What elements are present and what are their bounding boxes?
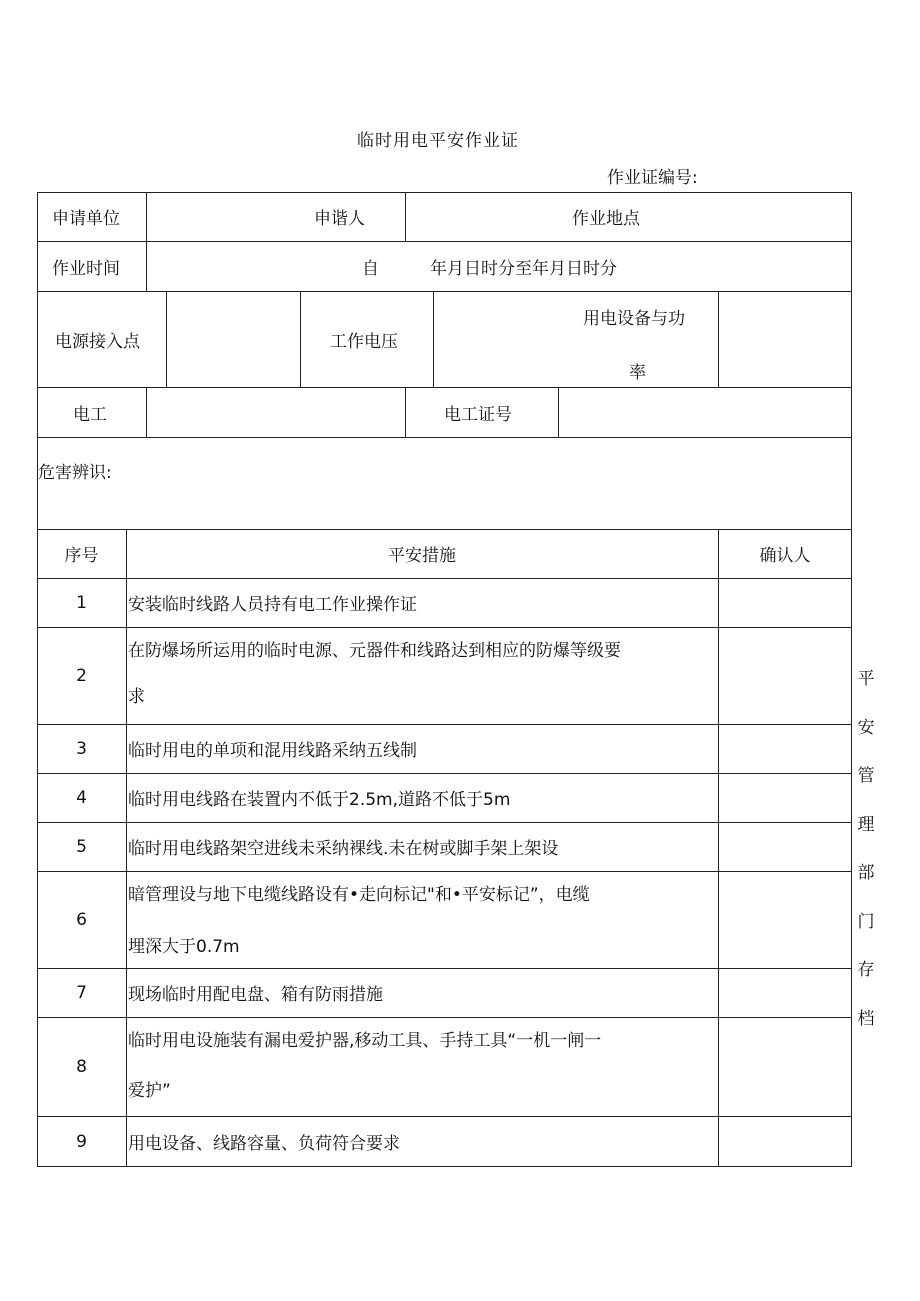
electrician-field[interactable]	[147, 387, 404, 437]
measure-confirm-field[interactable]	[719, 1116, 851, 1167]
equipment-power-label-line1: 用电设备与功	[583, 308, 685, 329]
page-title: 临时用电平安作业证	[357, 131, 519, 151]
power-access-label: 电源接入点	[55, 331, 140, 352]
side-note-char: 理	[857, 814, 875, 835]
measure-confirm-field[interactable]	[719, 968, 851, 1017]
work-time-range: 年月日时分至年月日时分	[430, 258, 617, 279]
measure-no: 8	[76, 1056, 87, 1077]
measure-no: 5	[76, 836, 87, 857]
measure-text-line: 临时用电设施装有漏电爱护器,移动工具、手持工具“一机一闸一	[128, 1031, 602, 1051]
side-note-char: 管	[857, 766, 875, 786]
side-note-archive	[856, 655, 876, 1043]
measure-text	[128, 624, 716, 724]
work-voltage-label: 工作电压	[330, 331, 398, 352]
measure-confirm-field[interactable]	[719, 724, 851, 773]
measure-text-line: 在防爆场所运用的临时电源、元器件和线路达到相应的防爆等级要	[128, 641, 621, 661]
side-note-char: 部	[857, 863, 875, 883]
applicant-unit-field[interactable]	[147, 192, 309, 241]
electrician-cert-field[interactable]	[559, 387, 851, 437]
applicant-label: 申谐人	[314, 209, 365, 229]
measure-no: 3	[76, 738, 87, 759]
work-time-label: 作业时间	[52, 258, 120, 279]
measure-no: 7	[76, 982, 87, 1003]
side-note-char: 安	[857, 717, 875, 738]
measure-no: 2	[76, 665, 87, 686]
measure-text: 临时用电线路在装置内不低于2.5m,道路不低于5m	[128, 790, 511, 810]
measure-text-line: 暗管理设与地下电缆线路设有•走向标记"和•平安标记”，电缆	[128, 885, 590, 905]
measure-text-line: 爱护”	[128, 1081, 171, 1101]
measure-text-line: 求	[128, 687, 145, 707]
measure-no: 9	[76, 1131, 87, 1152]
measure-confirm-field[interactable]	[719, 1017, 851, 1116]
measure-text-line: 埋深大于0.7m	[128, 937, 240, 957]
side-note-char: 存	[857, 960, 875, 980]
permit-number-label: 作业证编号:	[607, 168, 698, 188]
measure-confirm-field[interactable]	[719, 627, 851, 724]
measure-text	[128, 868, 716, 968]
measure-text	[128, 1014, 716, 1116]
measure-confirm-field[interactable]	[719, 822, 851, 871]
equipment-power-label-line2: 率	[629, 362, 646, 383]
measure-no: 1	[76, 592, 87, 613]
electrician-cert-label: 电工证号	[444, 404, 512, 425]
work-time-from: 自	[362, 258, 379, 279]
measure-confirm-field[interactable]	[719, 773, 851, 822]
col-header-measure: 平安措施	[388, 546, 456, 566]
measure-no: 4	[76, 787, 87, 808]
measure-no: 6	[76, 909, 87, 930]
measure-confirm-field[interactable]	[719, 871, 851, 968]
measure-text: 临时用电线路架空进线未采纳裸线.未在树或脚手架上架设	[128, 839, 559, 859]
equipment-power-field[interactable]	[719, 291, 851, 387]
electrician-label: 电工	[73, 404, 107, 425]
side-note-char: 档	[857, 1008, 875, 1029]
measure-confirm-field[interactable]	[719, 578, 851, 627]
col-header-confirm: 确认人	[759, 546, 811, 566]
measure-text: 临时用电的单项和混用线路采纳五线制	[128, 741, 417, 761]
measure-text: 现场临时用配电盘、箱有防雨措施	[128, 985, 383, 1005]
power-access-field[interactable]	[167, 291, 299, 387]
hazard-label: 危害辨识:	[38, 462, 112, 483]
side-note-char: 平	[857, 669, 875, 689]
col-header-no: 序号	[64, 546, 99, 566]
measure-text: 用电设备、线路容量、负荷符合要求	[128, 1134, 400, 1154]
measure-text: 安装临时线路人员持有电工作业操作证	[128, 595, 417, 615]
side-note-char: 门	[857, 911, 875, 932]
applicant-unit-label: 申请单位	[52, 209, 120, 229]
work-location-label: 作业地点	[572, 209, 640, 229]
